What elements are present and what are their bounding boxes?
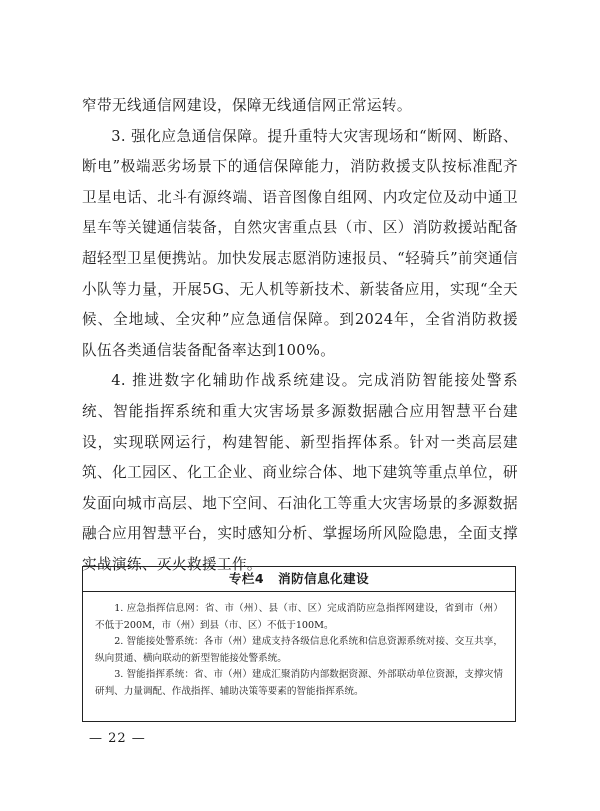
- column-box-item: 2. 智能接处警系统：各市（州）建成支持各级信息化系统和信息资源系统对接、交互共享，纵向贯通、横向联动的新型智能接处警系统。: [95, 636, 503, 664]
- column-box-body: [83, 592, 515, 701]
- column-box-heading: 消防信息化建设: [278, 571, 370, 586]
- page-number: — 22 —: [89, 731, 146, 746]
- paragraph-digital-combat-system: 4. 推进数字化辅助作战系统建设。完成消防智能接处警系统、智能指挥系统和重大灾害场景多源数据融合应用智慧平台建设，实现联网运行，构建智能、新型指挥体系。针对一类高层建筑、化工园区、化工企业、商业综合体、地下建筑等重点单位，研发面向城市高层、地下空间、石油化工等重大灾害场景的多源数据融合应用智慧平台，实时感知分析、掌握场所风险隐患，全面支撑实战演练、灭火救援工作。: [82, 372, 518, 573]
- column-box-title: [83, 567, 515, 592]
- body-text: [82, 91, 518, 581]
- column-box: [82, 566, 516, 722]
- paragraph-continued: 窄带无线通信网建设，保障无线通信网正常运转。: [82, 97, 412, 114]
- column-box-item: 1. 应急指挥信息网：省、市（州）、县（市、区）完成消防应急指挥网建设，省到市（州）不低于200M，市（州）到县（市、区）不低于100M。: [95, 603, 503, 631]
- paragraph-communication-support: 3. 强化应急通信保障。提升重特大灾害现场和“断网、断路、断电”极端恶劣场景下的通信保障能力，消防救援支队按标准配齐卫星电话、北斗有源终端、语音图像自组网、内攻定位及动中通卫星车等关键通信装备，自然灾害重点县（市、区）消防救援站配备超轻型卫星便携站。加快发展志愿消防速报员、“轻骑兵”前突通信小队等力量，开展5G、无人机等新技术、新装备应用，实现“全天候、全地域、全灾种”应急通信保障。到2024年，全省消防救援队伍各类通信装备配备率达到100%。: [82, 127, 518, 359]
- column-box-label: 专栏4: [228, 571, 265, 586]
- column-box-item: 3. 智能指挥系统：省、市（州）建成汇聚消防内部数据资源、外部联动单位资源，支撑灾情研判、力量调配、作战指挥、辅助决策等要素的智能指挥系统。: [95, 669, 503, 697]
